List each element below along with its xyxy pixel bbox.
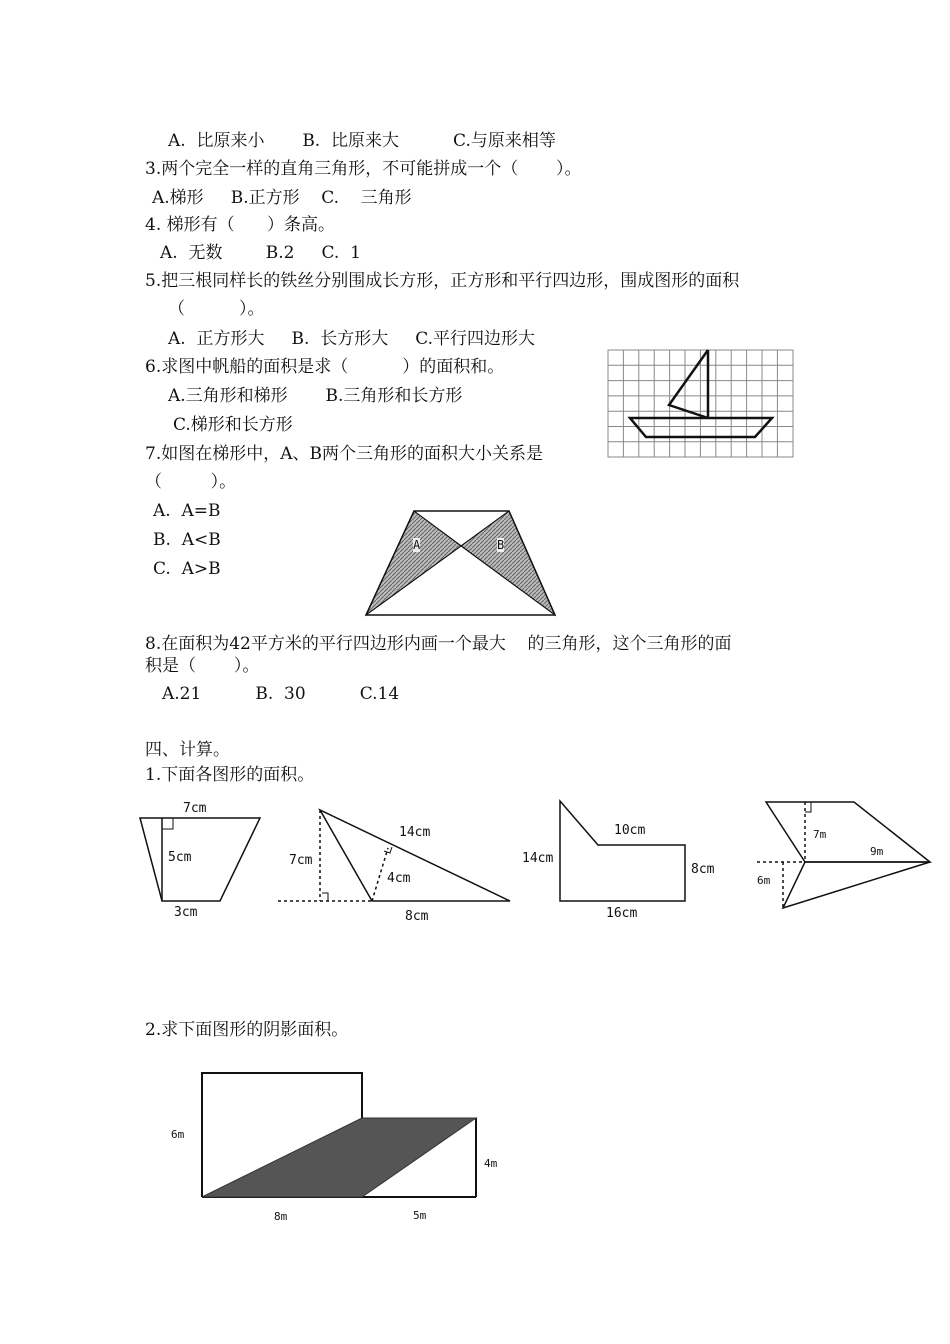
q7-option-c: C. A>B: [153, 559, 221, 579]
fig3-top-label: 10cm: [614, 823, 646, 838]
fig3-bottom-label: 16cm: [606, 906, 638, 921]
q5-blank: （ ）。: [168, 299, 265, 319]
q7-question: 7.如图在梯形中，A、B两个三角形的面积大小关系是: [145, 444, 543, 464]
fig1-trapezoid: [140, 818, 260, 901]
shade-bottom-left-label: 8m: [274, 1210, 288, 1223]
fig3-composite: [560, 801, 685, 901]
fig2-height-short-label: 4cm: [387, 871, 411, 886]
fig1-top-label: 7cm: [183, 801, 207, 816]
fig4-lower-h-label: 6m: [757, 874, 771, 887]
fig4-diagonal-label: 9m: [870, 845, 884, 858]
fig1-bottom-label: 3cm: [174, 905, 198, 920]
shaded-parallelogram: [202, 1118, 476, 1197]
shade-left-label: 6m: [171, 1128, 185, 1141]
fig1-height-label: 5cm: [168, 850, 192, 865]
calc-q2: 2.求下面图形的阴影面积。: [145, 1020, 349, 1040]
label-b: B: [497, 538, 505, 552]
fig4-upper-h-label: 7m: [813, 828, 827, 841]
q4-question: 4. 梯形有（ ）条高。: [145, 215, 336, 235]
q5-options: A. 正方形大 B. 长方形大 C.平行四边形大: [168, 329, 536, 349]
shade-bottom-right-label: 5m: [413, 1209, 427, 1222]
q2-options: A. 比原来小 B. 比原来大 C.与原来相等: [168, 131, 556, 151]
q7-option-a: A. A=B: [153, 501, 221, 521]
label-a: A: [413, 538, 421, 552]
q8-question-cont: 积是（ ）。: [145, 656, 260, 676]
fig4-composite: [757, 802, 930, 908]
q3-options: A.梯形 B.正方形 C. 三角形: [152, 188, 412, 208]
section-title: 四、计算。: [145, 740, 230, 760]
shade-right-label: 4m: [484, 1157, 498, 1170]
q6-options-line1: A.三角形和梯形 B.三角形和长方形: [168, 386, 463, 406]
calc-q1: 1.下面各图形的面积。: [145, 765, 315, 785]
q6-options-line2: C.梯形和长方形: [173, 415, 293, 435]
fig2-base-label: 8cm: [405, 909, 429, 924]
q7-blank: （ ）。: [145, 472, 237, 492]
fig3-right-label: 8cm: [691, 862, 715, 877]
q3-question: 3.两个完全一样的直角三角形，不可能拼成一个（ ）。: [145, 159, 582, 179]
q4-options: A. 无数 B.2 C. 1: [160, 243, 361, 263]
q5-question: 5.把三根同样长的铁丝分别围成长方形，正方形和平行四边形，围成图形的面积: [145, 271, 740, 291]
fig3-left-label: 14cm: [522, 851, 554, 866]
fig2-side-label: 14cm: [399, 825, 431, 840]
q8-question: 8.在面积为42平方米的平行四边形内画一个最大 的三角形，这个三角形的面: [145, 634, 732, 654]
q6-question: 6.求图中帆船的面积是求（ ）的面积和。: [145, 357, 505, 377]
q8-options: A.21 B. 30 C.14: [162, 684, 400, 704]
q7-option-b: B. A<B: [153, 530, 221, 550]
fig2-triangle: [278, 810, 510, 901]
fig2-height-long-label: 7cm: [289, 853, 313, 868]
